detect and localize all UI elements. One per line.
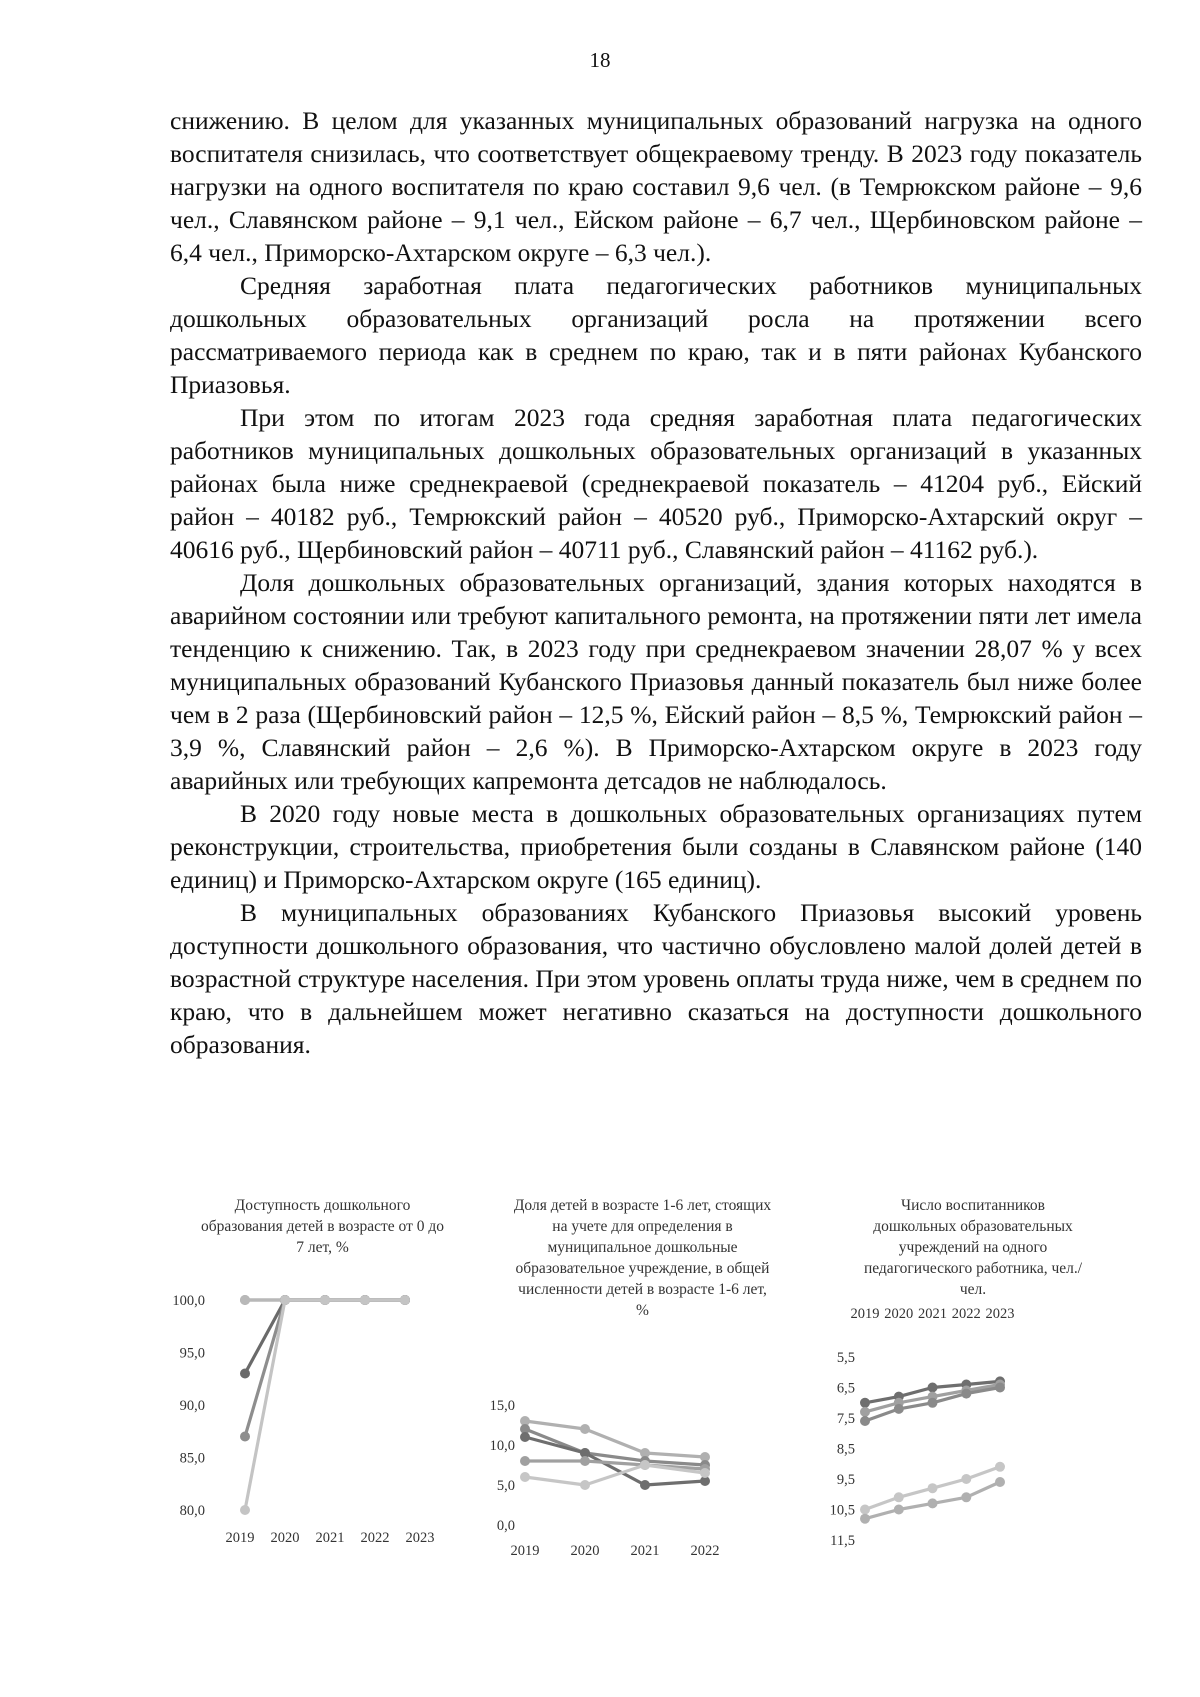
y-tick-label: 15,0	[489, 1398, 515, 1414]
data-point	[860, 1416, 870, 1426]
data-point	[894, 1492, 904, 1502]
data-point	[860, 1398, 870, 1408]
data-point	[995, 1462, 1005, 1472]
y-tick-label: 0,0	[496, 1518, 515, 1534]
data-point	[928, 1383, 938, 1393]
x-tick-label: 2022	[360, 1530, 390, 1546]
x-tick-label: 2020	[270, 1530, 300, 1546]
x-tick-label: 2023	[985, 1306, 1015, 1322]
data-point	[520, 1472, 530, 1482]
data-point	[580, 1456, 590, 1466]
data-point	[240, 1369, 250, 1379]
data-point	[894, 1505, 904, 1515]
paragraph-4: Доля дошкольных образовательных организаций, здания которых находятся в аварийном состоянии или требуют капитального ремонта, на протяжении пяти лет имела тенденцию к снижению. Так, в 2023 году при среднекраевом значении 28,07 % у всех муниципальных образований Кубанского Приазовья данный показатель был ниже более чем в 2 раза (Щербиновский район – 12,5 %, Ейский район – 8,5 %, Темрюкский район – 3,9 %, Славянский район – 2,6 %). В Приморско-Ахтарском округе в 2023 году аварийных или требующих капремонта детсадов не наблюдалось.	[170, 568, 1142, 795]
x-tick-label: 2020	[884, 1306, 914, 1322]
data-point	[928, 1498, 938, 1508]
y-tick-label: 80,0	[179, 1503, 205, 1519]
y-tick-label: 95,0	[179, 1345, 205, 1362]
data-point	[928, 1483, 938, 1493]
y-tick-label: 90,0	[179, 1398, 205, 1414]
data-point	[240, 1505, 250, 1515]
x-tick-label: 2021	[315, 1530, 345, 1546]
data-point	[860, 1514, 870, 1524]
y-tick-label: 5,5	[836, 1350, 855, 1366]
series-line	[245, 1300, 405, 1437]
paragraph-3: При этом по итогам 2023 года средняя заработная плата педагогических работников муниципальных дошкольных образовательных организаций в указанных районах была ниже среднекраевой (среднекраевой показатель – 41204 руб., Ейский район – 40182 руб., Темрюкский район – 40520 руб., Приморско-Ахтарский округ – 40616 руб., Щербиновский район – 40711 руб., Славянский район – 41162 руб.).	[170, 403, 1142, 564]
x-tick-label: 2019	[225, 1530, 255, 1546]
y-tick-label: 5,0	[496, 1478, 515, 1494]
chart-3-pupils-per-teacher	[820, 1306, 1110, 1570]
body-text	[170, 104, 1142, 1061]
data-point	[995, 1477, 1005, 1487]
data-point	[580, 1424, 590, 1434]
data-point	[860, 1505, 870, 1515]
y-tick-label: 10,5	[829, 1502, 855, 1519]
data-point	[400, 1295, 410, 1305]
x-tick-label: 2019	[850, 1306, 880, 1322]
y-tick-label: 8,5	[836, 1441, 855, 1458]
y-tick-label: 9,5	[836, 1472, 855, 1488]
chart-3-title: Число воспитанников дошкольных образовательных учреждений на одного педагогического работника, чел./чел.	[863, 1197, 1083, 1298]
x-tick-label: 2022	[690, 1543, 720, 1559]
paragraph-1: снижению. В целом для указанных муниципальных образований нагрузка на одного воспитателя снизилась, что соответствует общекраевому тренду. В 2023 году показатель нагрузки на одного воспитателя по краю составил 9,6 чел. (в Темрюкском районе – 9,6 чел., Славянском районе – 9,1 чел., Ейском районе – 6,7 чел., Щербиновском районе – 6,4 чел., Приморско-Ахтарском округе – 6,3 чел.).	[170, 106, 1142, 267]
data-point	[700, 1468, 710, 1478]
data-point	[640, 1460, 650, 1470]
y-tick-label: 11,5	[830, 1533, 855, 1549]
x-tick-label: 2021	[918, 1306, 947, 1322]
data-point	[894, 1404, 904, 1414]
data-point	[928, 1398, 938, 1408]
data-point	[961, 1492, 971, 1502]
data-point	[995, 1383, 1005, 1393]
data-point	[961, 1474, 971, 1484]
paragraph-6: В муниципальных образованиях Кубанского Приазовья высокий уровень доступности дошкольного образования, что частично обусловлено малой долей детей в возрастной структуре населения. При этом уровень оплаты труда ниже, чем в среднем по краю, что в дальнейшем может негативно сказаться на доступности дошкольного образования.	[170, 898, 1142, 1059]
x-tick-label: 2021	[630, 1543, 660, 1559]
paragraph-2: Средняя заработная плата педагогических работников муниципальных дошкольных образовательных организаций росла на протяжении всего рассматриваемого периода как в среднем по краю, так и в пяти районах Кубанского Приазовья.	[170, 271, 1142, 399]
chart-2-queue-share	[480, 1390, 800, 1560]
data-point	[240, 1432, 250, 1442]
x-tick-label: 2023	[405, 1530, 435, 1546]
data-point	[640, 1480, 650, 1490]
data-point	[520, 1432, 530, 1442]
data-point	[961, 1389, 971, 1399]
y-tick-label: 10,0	[489, 1438, 515, 1454]
data-point	[860, 1407, 870, 1417]
data-point	[320, 1295, 330, 1305]
x-tick-label: 2020	[570, 1543, 600, 1559]
x-tick-label: 2019	[510, 1543, 540, 1559]
x-tick-label: 2022	[951, 1306, 981, 1322]
data-point	[240, 1295, 250, 1305]
y-tick-label: 85,0	[179, 1450, 205, 1467]
chart-2-title: Доля детей в возрасте 1-6 лет, стоящих на учете для определения в муниципальное дошкольные образовательное учреждение, в общей численности детей в возрасте 1-6 лет, %	[513, 1197, 772, 1319]
data-point	[280, 1295, 290, 1305]
y-tick-label: 100,0	[172, 1293, 205, 1309]
y-tick-label: 6,5	[836, 1380, 855, 1397]
chart-1-title: Доступность дошкольного образования детей в возрасте от 0 до 7 лет, %	[201, 1197, 444, 1256]
page-number: 18	[589, 48, 611, 72]
paragraph-5: В 2020 году новые места в дошкольных образовательных организациях путем реконструкции, строительства, приобретения были созданы в Славянском районе (140 единиц) и Приморско-Ахтарском округе (165 единиц).	[170, 799, 1142, 894]
y-tick-label: 7,5	[836, 1411, 855, 1427]
chart-1-availability	[170, 1280, 470, 1560]
series-line	[245, 1300, 405, 1374]
data-point	[580, 1480, 590, 1490]
data-point	[360, 1295, 370, 1305]
data-point	[520, 1456, 530, 1466]
